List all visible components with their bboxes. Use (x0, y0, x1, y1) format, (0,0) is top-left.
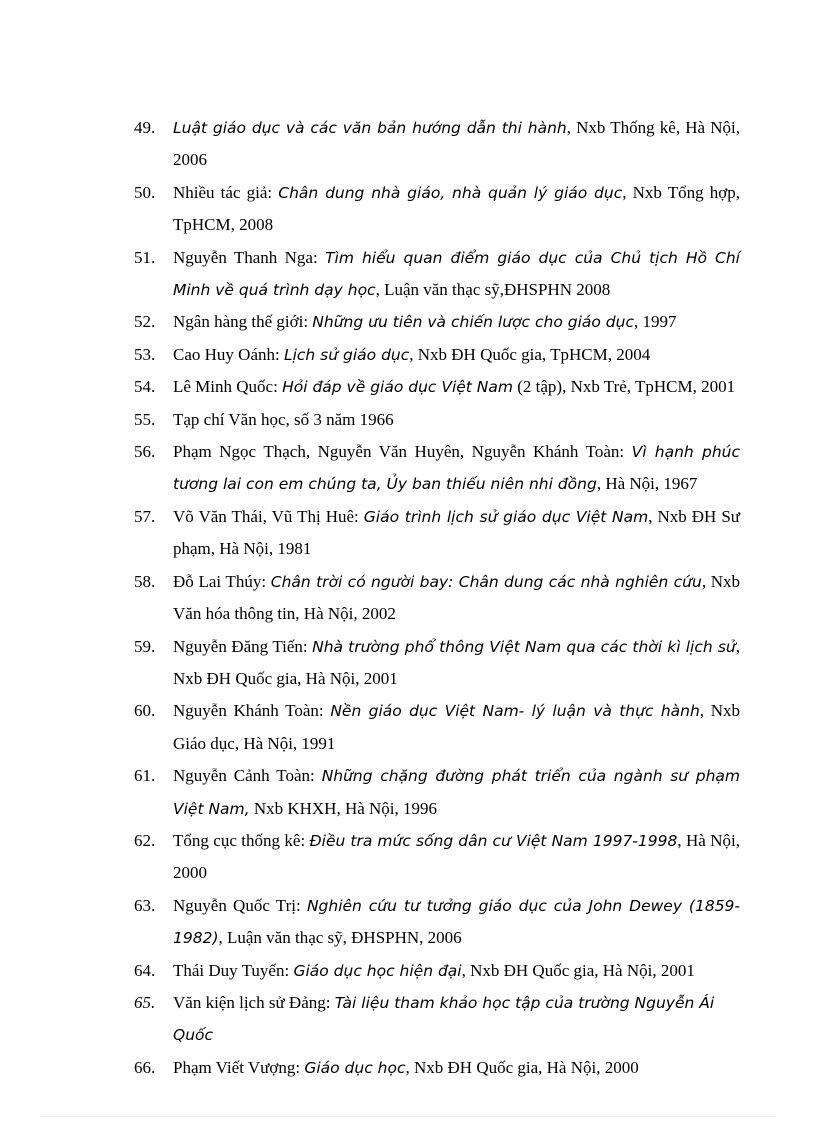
reference-publication: , Nxb ĐH Quốc gia, TpHCM, 2004 (409, 344, 651, 364)
reference-title: Tìm hiểu quan điểm giáo dục của Chủ tịch Hồ Chí Minh về quá trình dạy học (173, 248, 740, 300)
reference-text (173, 242, 740, 307)
reference-author: Nguyễn Khánh Toàn: (173, 701, 331, 721)
reference-item (134, 987, 740, 1052)
reference-number: 51. (134, 247, 156, 267)
reference-publication: , Hà Nội, 2000 (173, 830, 740, 883)
reference-author: Nhiều tác giả: (173, 182, 279, 202)
reference-number: 62. (134, 830, 156, 850)
reference-title: Những chặng đường phát triển của ngành sư phạm Việt Nam, (173, 767, 740, 818)
reference-text (173, 631, 740, 696)
reference-number: 57. (134, 506, 156, 526)
reference-number: 53. (134, 344, 156, 364)
reference-publication: , Hà Nội, 1967 (596, 474, 698, 494)
reference-item (134, 177, 740, 242)
reference-item (134, 695, 740, 760)
reference-author: Nguyễn Quốc Trị: (173, 895, 307, 915)
reference-text (173, 501, 740, 566)
reference-title: Những ưu tiên và chiến lược cho giáo dục (312, 313, 634, 332)
reference-item (134, 339, 740, 371)
reference-item (134, 371, 740, 403)
reference-title: Nền giáo dục Việt Nam- lý luận và thực hành (330, 702, 700, 721)
reference-text (173, 987, 740, 1052)
reference-number: 55. (134, 409, 156, 429)
reference-author: Thái Duy Tuyến: (173, 960, 294, 980)
reference-text (173, 404, 740, 436)
reference-text (173, 825, 740, 890)
reference-publication: , Nxb Thống kê, Hà Nội, 2006 (173, 118, 740, 170)
reference-item (134, 955, 740, 987)
reference-author: Văn kiện lịch sử Đảng: (173, 992, 335, 1012)
reference-number: 59. (134, 636, 156, 656)
reference-title: Nghiên cứu tư tưởng giáo dục của John Dewey (1859-1982) (173, 896, 741, 948)
reference-title: Điều tra mức sống dân cư Việt Nam 1997-1998 (309, 831, 678, 850)
reference-publication: , Nxb ĐH Quốc gia, Hà Nội, 2000 (405, 1057, 639, 1077)
reference-author: Phạm Ngọc Thạch, Nguyễn Văn Huyên, Nguyễn Khánh Toàn: (173, 442, 632, 462)
reference-title: Chân trời có người bay: Chân dung các nhà nghiên cứu (270, 572, 702, 591)
reference-number: 54. (134, 377, 156, 397)
reference-text (173, 760, 740, 825)
reference-title: Giáo trình lịch sử giáo dục Việt Nam (363, 507, 649, 526)
reference-text (173, 112, 740, 177)
reference-publication: , Nxb Tổng hợp, TpHCM, 2008 (173, 182, 740, 235)
page-bottom-rule (40, 1116, 776, 1117)
reference-item (134, 890, 740, 955)
reference-author: Ngân hàng thế giới: (173, 312, 313, 332)
reference-item (134, 242, 740, 307)
reference-publication: , Nxb Văn hóa thông tin, Hà Nội, 2002 (173, 571, 741, 624)
reference-item (134, 112, 740, 177)
reference-author: Đỗ Lai Thúy: (173, 571, 271, 591)
reference-author: Lê Minh Quốc: (173, 377, 283, 397)
reference-publication: , Nxb Giáo dục, Hà Nội, 1991 (173, 701, 740, 753)
reference-item (134, 1052, 740, 1084)
reference-number: 60. (134, 701, 156, 721)
reference-publication: (2 tập), Nxb Trẻ, TpHCM, 2001 (513, 377, 736, 397)
reference-item (134, 306, 740, 338)
reference-item (134, 404, 740, 436)
reference-title: Nhà trường phổ thông Việt Nam qua các thời kì lịch sử (312, 637, 736, 656)
reference-number: 65. (134, 992, 156, 1012)
reference-text (173, 955, 740, 987)
reference-number: 63. (134, 895, 156, 915)
reference-publication: , Luận văn thạc sỹ,ĐHSPHN 2008 (375, 280, 611, 300)
reference-author: Nguyễn Đăng Tiến: (173, 636, 313, 656)
reference-title: Giáo dục học hiện đại (293, 961, 462, 980)
reference-publication: , Nxb ĐH Quốc gia, Hà Nội, 2001 (461, 960, 695, 980)
reference-publication: , 1997 (633, 312, 677, 332)
reference-text (173, 890, 740, 955)
reference-author: Phạm Viết Vượng: (173, 1057, 305, 1077)
reference-item (134, 566, 740, 631)
reference-text (173, 1052, 740, 1084)
reference-title: Hỏi đáp về giáo dục Việt Nam (282, 378, 513, 397)
reference-text (173, 177, 740, 242)
reference-item (134, 631, 740, 696)
reference-item (134, 501, 740, 566)
reference-number: 52. (134, 312, 156, 332)
reference-text (173, 695, 740, 760)
reference-number: 58. (134, 571, 156, 591)
reference-title: Tài liệu tham khảo học tập của trường Nguyễn Ái Quốc (173, 993, 715, 1045)
reference-list (134, 112, 740, 1084)
reference-publication: , Luận văn thạc sỹ, ĐHSPHN, 2006 (218, 928, 462, 948)
reference-text (173, 339, 740, 371)
reference-author: Võ Văn Thái, Vũ Thị Huê: (173, 506, 364, 526)
reference-publication: , Nxb ĐH Quốc gia, Hà Nội, 2001 (173, 636, 740, 688)
reference-title: Vì hạnh phúc tương lai con em chúng ta, Ủy ban thiếu niên nhi đồng (173, 443, 740, 494)
reference-title: Luật giáo dục và các văn bản hướng dẫn thi hành (173, 119, 567, 137)
reference-title: Chân dung nhà giáo, nhà quản lý giáo dục (278, 183, 623, 202)
reference-text (173, 436, 740, 501)
reference-author: Nguyễn Cảnh Toàn: (173, 766, 322, 786)
reference-text (173, 371, 740, 403)
reference-text (173, 306, 740, 338)
reference-publication: , Nxb ĐH Sư phạm, Hà Nội, 1981 (173, 506, 741, 559)
reference-author: Tổng cục thống kê: (173, 830, 310, 850)
reference-number: 50. (134, 182, 156, 202)
reference-number: 49. (134, 118, 156, 137)
reference-text (173, 566, 740, 631)
reference-number: 61. (134, 766, 156, 786)
reference-author: Cao Huy Oánh: (173, 344, 284, 364)
reference-item (134, 760, 740, 825)
reference-title: Giáo dục học (304, 1058, 406, 1077)
reference-publication: Nxb KHXH, Hà Nội, 1996 (249, 798, 438, 818)
reference-number: 66. (134, 1057, 156, 1077)
reference-author: Tạp chí Văn học, số 3 năm 1966 (173, 409, 394, 429)
reference-title: Lịch sử giáo dục (283, 345, 410, 364)
reference-number: 64. (134, 960, 156, 980)
reference-item (134, 825, 740, 890)
reference-author: Nguyễn Thanh Nga: (173, 247, 326, 267)
reference-number: 56. (134, 442, 156, 462)
reference-item (134, 436, 740, 501)
